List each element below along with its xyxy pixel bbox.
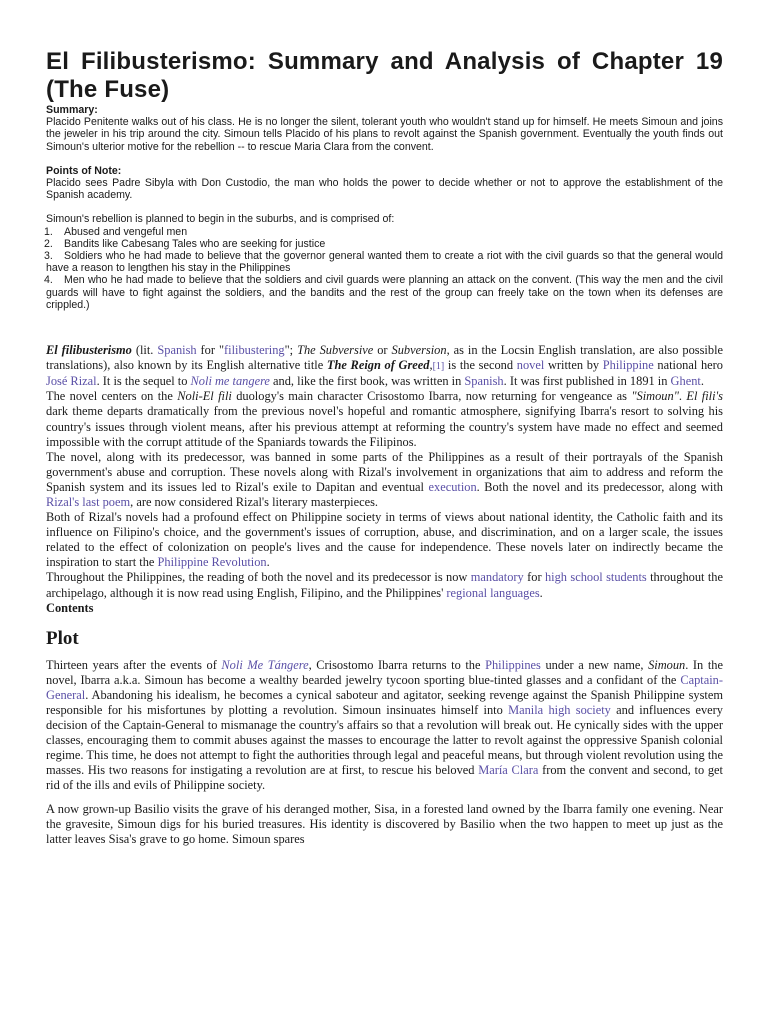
link-captain-general[interactable]: Captain-General [46,672,723,702]
link-maria-clara[interactable]: María Clara [478,763,539,778]
link-philippine-revolution[interactable]: Philippine Revolution [157,555,267,570]
intro-paragraph-2: The novel centers on the Noli-El fili duology's main character Crisostomo Ibarra, now returning for vengeance as "Simoun". El fili's dark theme departs dramatically from the previous novel's hopeful and romantic atmosphere, signifying Ibarra's resort to solving his country's issues through violent means, after his previous attempt at reforming the country's system have made no effect and seemed impossible with the corrupt attitude of the Spaniards towards the Filipinos. [46,389,723,449]
intro-paragraph-1: El filibusterismo (lit. Spanish for "filibustering"; The Subversive or Subversion, as in the Locsin English translation, are also possible translations), also known by its English alternative title The Reign of Greed,[1] is the second novel written by Philippine national hero José Rizal. It is the sequel to Noli me tangere and, like the first book, was written in Spanish. It was first published in 1891 in Ghent. [46,343,724,389]
link-novel[interactable]: novel [516,358,545,373]
intro-paragraph-3: The novel, along with its predecessor, was banned in some parts of the Philippines as a result of their portrayals of the Spanish government's abuse and corruption. These novels along with Rizal's involvement in organizations that aim to address and reform the Spanish system and its issues led to Rizal's exile to Dapitan and eventual execution. Both the novel and its predecessor, along with Rizal's last poem, are now considered Rizal's literary masterpieces. [46,449,723,509]
link-spanish[interactable]: Spanish [157,343,197,358]
page-title: El Filibusterismo: Summary and Analysis of Chapter 19 (The Fuse) [46,48,723,103]
list-item: 4. Men who he had made to believe that the soldiers and civil guards were planning an attack on the convent. (This way the men and the civil guards will have to fight against the soldiers, and the bandits and the rest of the group can freely take on the town when its defenses are crippled.) [44,274,723,311]
link-execution[interactable]: execution [428,479,477,494]
intro-paragraph-4: Both of Rizal's novels had a profound effect on Philippine society in terms of views about national identity, the Catholic faith and its influence on Filipino's choice, and the government's issues of corruption, abuse, and discrimination, and on a larger scale, the issues related to the effect of colonization on people's lives and the cause for independence. These novels later on indirectly became the inspiration to start the Philippine Revolution. [46,510,723,570]
link-philippine[interactable]: Philippine [602,358,654,373]
plot-paragraph-2: A now grown-up Basilio visits the grave of his deranged mother, Sisa, in a forested land owned by the Ibarra family one evening. Near the gravesite, Simoun digs for his buried treasures. His identity is discovered by Basilio when the two happen to meet up just as the latter leaves Sisa's grave to go home. Simoun spares [46,801,723,846]
link-jose-rizal[interactable]: José Rizal [46,374,97,389]
link-high-society[interactable]: high society [548,703,611,718]
rebellion-intro: Simoun's rebellion is planned to begin in the suburbs, and is comprised of: [46,213,395,226]
link-reference-1[interactable]: [1] [432,361,445,373]
summary-heading: Summary: [46,104,98,116]
link-noli-me-tangere[interactable]: Noli me tangere [190,374,270,389]
list-item: 1. Abused and vengeful men [44,225,188,238]
link-ghent[interactable]: Ghent [670,374,701,389]
contents-label[interactable]: Contents [46,600,94,615]
rebellion-list [46,226,723,311]
document-page [46,0,723,847]
link-noli-me-tangere-plot[interactable]: Noli Me Tángere [221,657,309,672]
link-high-school-students[interactable]: high school students [544,570,647,585]
link-last-poem[interactable]: Rizal's last poem [46,494,131,509]
points-text: Placido sees Padre Sibyla with Don Custodio, the man who holds the power to decide whether or not to approve the establishment of the Spanish academy. [46,177,723,202]
link-philippines[interactable]: Philippines [485,657,541,672]
plot-paragraph-1: Thirteen years after the events of Noli Me Tángere, Crisostomo Ibarra returns to the Philippines under a new name, Simoun. In the novel, Ibarra a.k.a. Simoun has become a wealthy bearded jewelry tycoon sporting blue-tinted glasses and a confidant of the Captain-General. Abandoning his idealism, he becomes a cynical saboteur and agitator, seeking revenge against the Spanish Philippine system responsible for his misfortunes by plotting a revolution. Simoun insinuates himself into Manila high society and influences every decision of the Captain-General to mismanage the country's affairs so that a revolution will break out. He cynically sides with the upper classes, encouraging them to commit abuses against the masses to encourage the latter to revolt against the oppressive Spanish colonial regime. This time, he does not attempt to fight the authorities through legal and peaceful means, but through violent revolution using the masses. His two reasons for instigating a revolution are at first, to rescue his beloved María Clara from the convent and second, to get rid of the ills and evils of Philippine society. [46,657,724,793]
list-item: 3. Soldiers who he had made to believe that the governor general wanted them to create a riot with the civil guards so that the general would have a reason to lengthen his stay in the Philippines [44,250,723,275]
article-body [46,343,723,847]
intro-paragraph-5: Throughout the Philippines, the reading of both the novel and its predecessor is now mandatory for high school students throughout the archipelago, although it is now read using English, Filipino, and the Philippines' regional languages. [46,570,723,600]
chapter-summary-section [46,104,723,311]
points-heading: Points of Note: [46,164,122,177]
link-filibustering[interactable]: filibustering [224,343,285,358]
link-mandatory[interactable]: mandatory [470,570,524,585]
link-regional-languages[interactable]: regional languages [446,585,540,600]
list-item: 2. Bandits like Cabesang Tales who are seeking for justice [44,237,326,250]
plot-heading: Plot [46,627,79,649]
summary-text: Placido Penitente walks out of his class. He is no longer the silent, tolerant youth who wouldn't stand up for himself. He meets Simoun and joins the jeweler in his trip around the city. Simoun tells Placido of his plans to revolt against the Spanish government. Eventually the youth finds out Simoun's ulterior motive for the rebellion -- to rescue Maria Clara from the convent. [46,116,723,153]
link-manila[interactable]: Manila [508,703,544,718]
link-spanish-language[interactable]: Spanish [464,374,504,389]
